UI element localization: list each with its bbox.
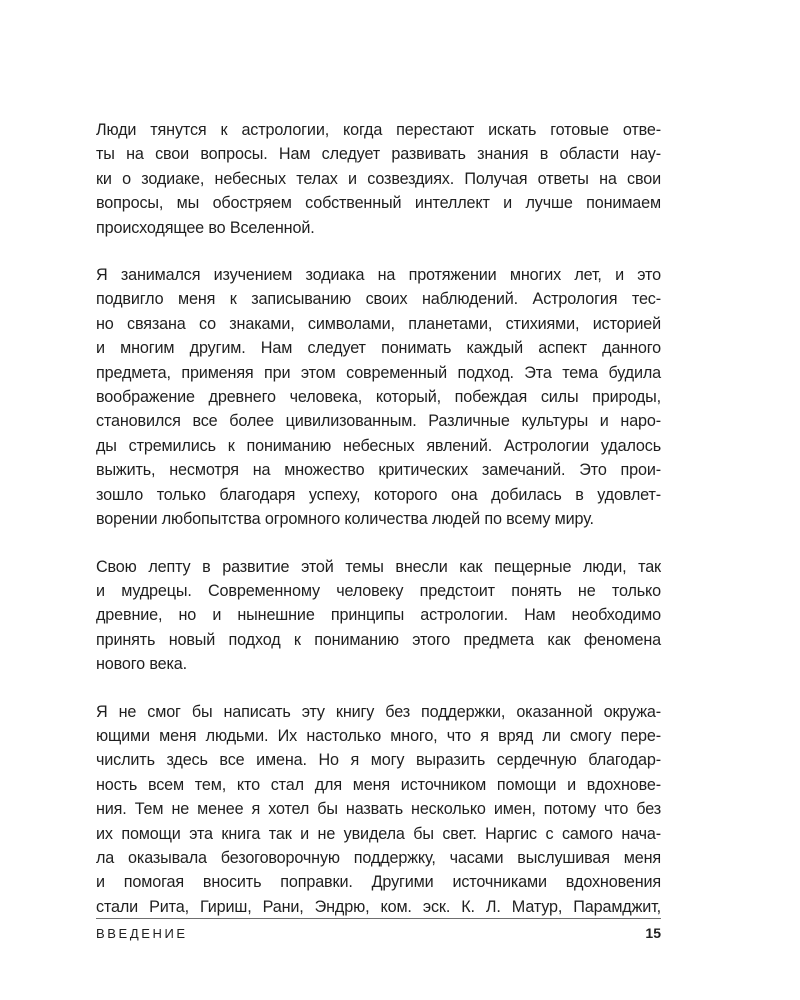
text-line: становился все более цивилизованным. Различные культуры и наро- bbox=[96, 412, 661, 431]
paragraph-3 bbox=[96, 555, 661, 677]
text-line: Люди тянутся к астрологии, когда перестают искать готовые отве- bbox=[96, 121, 661, 139]
text-line: древние, но и нынешние принципы астрологии. Нам необходимо bbox=[96, 606, 661, 625]
running-section-title: ВВЕДЕНИЕ bbox=[96, 925, 188, 941]
text-line: подвигло меня к записыванию своих наблюдений. Астрология тес- bbox=[96, 290, 661, 309]
paragraph-4 bbox=[96, 700, 661, 920]
paragraph-2 bbox=[96, 263, 661, 531]
text-line: воображение древнего человека, который, побеждая силы природы, bbox=[96, 388, 661, 407]
text-line: Я не смог бы написать эту книгу без поддержки, оказанной окружа- bbox=[96, 702, 661, 721]
text-line: числить здесь все имена. Но я могу выразить сердечную благодар- bbox=[96, 751, 661, 770]
text-line: вопросы, мы обостряем собственный интеллект и лучше понимаем bbox=[96, 194, 661, 213]
paragraph-1 bbox=[96, 118, 661, 240]
text-line: предмета, применяя при этом современный подход. Эта тема будила bbox=[96, 363, 661, 382]
text-line: ты на свои вопросы. Нам следует развивать знания в области нау- bbox=[96, 145, 661, 164]
page-footer bbox=[96, 918, 661, 941]
text-line: нового века. bbox=[96, 655, 187, 674]
text-line: зошло только благодаря успеху, которого она добилась в удовлет- bbox=[96, 485, 661, 504]
text-line: стали Рита, Гириш, Рани, Эндрю, ком. эск. К. Л. Матур, Парамджит, bbox=[96, 897, 661, 916]
text-line: но связана со знаками, символами, планетами, стихиями, историей bbox=[96, 314, 661, 333]
page-number: 15 bbox=[645, 925, 661, 941]
text-line: ность всем тем, кто стал для меня источником помощи и вдохнове- bbox=[96, 775, 661, 794]
text-line: их помощи эта книга так и не увидела бы свет. Наргис с самого нача- bbox=[96, 824, 661, 843]
text-line: ды стремились к пониманию небесных явлений. Астрологии удалось bbox=[96, 436, 661, 455]
text-line: ющими меня людьми. Их настолько много, что я вряд ли смогу пере- bbox=[96, 726, 661, 745]
text-line: Я занимался изучением зодиака на протяжении многих лет, и это bbox=[96, 266, 661, 285]
text-line: и помогая вносить поправки. Другими источниками вдохновения bbox=[96, 873, 661, 892]
text-line: и мудрецы. Современному человеку предстоит понять не только bbox=[96, 581, 661, 600]
text-line: ки о зодиаке, небесных телах и созвездиях. Получая ответы на свои bbox=[96, 169, 661, 188]
footer-row bbox=[96, 925, 661, 941]
text-line: и многим другим. Нам следует понимать каждый аспект данного bbox=[96, 339, 661, 358]
text-line: выжить, несмотря на множество критических замечаний. Это прои- bbox=[96, 461, 661, 480]
text-line: ния. Тем не менее я хотел бы назвать несколько имен, потому что без bbox=[96, 800, 661, 819]
text-line: ворении любопытства огромного количества людей по всему миру. bbox=[96, 510, 594, 529]
text-line: Свою лепту в развитие этой темы внесли как пещерные люди, так bbox=[96, 557, 661, 576]
text-line: ла оказывала безоговорочную поддержку, часами выслушивая меня bbox=[96, 848, 661, 867]
footer-divider bbox=[96, 918, 661, 919]
text-line: происходящее во Вселенной. bbox=[96, 218, 315, 237]
text-line: принять новый подход к пониманию этого предмета как феномена bbox=[96, 630, 661, 649]
page-body bbox=[96, 118, 661, 942]
